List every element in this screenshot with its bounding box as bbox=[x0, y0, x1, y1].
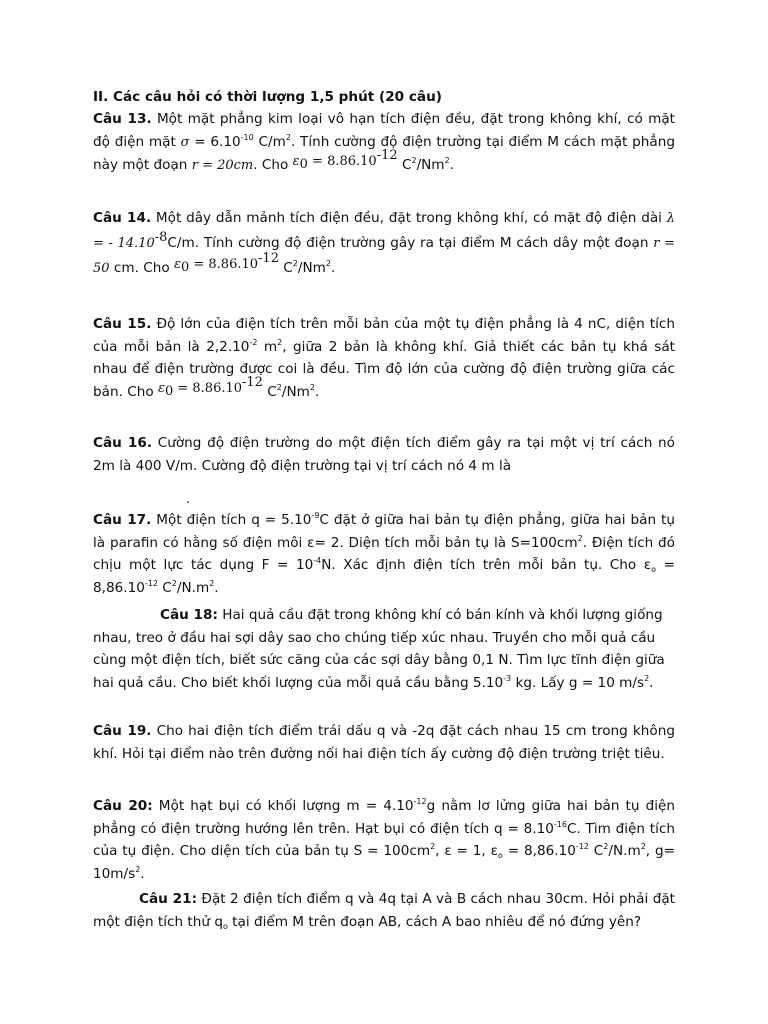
q17-text-4: N. Xác định điện tích trên mỗi bản tụ. Cho ε bbox=[321, 557, 652, 573]
q15-exp-1: -2 bbox=[249, 337, 258, 347]
q13-text-7: /Nm bbox=[416, 157, 445, 173]
q20-exp-2: -16 bbox=[553, 819, 567, 829]
q20-text-5: = 8,86.10 bbox=[502, 843, 576, 859]
q17-exp-6: 2 bbox=[209, 578, 215, 588]
q14-eps-val: = 8.86.10 bbox=[189, 257, 259, 272]
q20-sub-1: o bbox=[497, 851, 503, 860]
q20-text-4: , ε = 1, ε bbox=[435, 843, 498, 859]
q16-label: Câu 16. bbox=[93, 435, 153, 451]
q13-text-3: C/m bbox=[253, 133, 286, 150]
q20-exp-1: -12 bbox=[413, 797, 427, 806]
q13-eps-exp: -12 bbox=[376, 148, 398, 163]
q21-text-2: tại điểm M trên đoạn AB, cách A bao nhiêu để nó đứng yên? bbox=[227, 913, 642, 930]
q15-text-1: Độ lớn của điện tích trên mỗi bản của một tụ điện phẳng là 4 nC, diện tích của mỗi bản là 2,2.10 bbox=[93, 316, 675, 355]
q13-eps: ε bbox=[292, 154, 300, 169]
q17-text-7: /N.m bbox=[176, 579, 210, 596]
q20-text-2: g nằm lơ lửng giữa hai bản tụ điện phẳng có điện trường hướng lên trên. Hạt bụi có điện tích q = 8.10 bbox=[93, 798, 675, 837]
q17-label: Câu 17. bbox=[93, 512, 152, 528]
question-21 bbox=[93, 888, 675, 933]
q13-eps-sub: 0 bbox=[299, 157, 308, 172]
q15-text-3: , giữa 2 bản là không khí. Giả thiết các bản tụ khá sát nhau để điện trường được coi là đều. Tìm độ lớn của cường độ điện trường giữa các bản. Cho bbox=[93, 338, 675, 400]
q14-exp-2: 2 bbox=[325, 259, 331, 268]
q14-label: Câu 14. bbox=[93, 210, 152, 226]
q20-text-1: Một hạt bụi có khối lượng m = 4.10 bbox=[152, 798, 414, 814]
q18-exp-2: 2 bbox=[644, 673, 650, 683]
q15-epsilon-formula bbox=[157, 374, 263, 401]
q18-text-3: . bbox=[649, 674, 654, 691]
q20-label: Câu 20: bbox=[93, 798, 153, 814]
q13-sigma: σ bbox=[180, 134, 190, 150]
q15-text-2: m bbox=[257, 338, 278, 355]
q14-lambda-formula: λ = - 14.10 bbox=[93, 211, 675, 251]
q20-text-8: , g= 10m/s bbox=[93, 843, 675, 882]
q15-label: Câu 15. bbox=[93, 316, 152, 332]
q13-text-8: . bbox=[449, 157, 454, 173]
q17-text-6: C bbox=[157, 579, 172, 596]
q13-label: Câu 13. bbox=[93, 111, 152, 127]
q14-eps-exp: -12 bbox=[258, 251, 279, 266]
q13-text-2: = 6.10 bbox=[189, 133, 241, 150]
q18-text-2: kg. Lấy g = 10 m/s bbox=[511, 674, 645, 691]
q21-label: Câu 21: bbox=[139, 891, 198, 907]
q14-lambda-exp: -8 bbox=[154, 230, 168, 245]
q14-eps: ε bbox=[173, 257, 181, 272]
q15-exp-2: 2 bbox=[277, 337, 283, 347]
question-13 bbox=[93, 108, 675, 178]
q20-exp-6: 2 bbox=[640, 842, 646, 851]
q14-text-1: Một dây dẫn mảnh tích điện đều, đặt trong không khí, có mặt độ điện dài bbox=[151, 210, 667, 226]
q20-exp-5: 2 bbox=[603, 842, 609, 851]
q18-exp-1: -3 bbox=[503, 673, 512, 683]
q15-eps-sub: 0 bbox=[164, 383, 174, 399]
q14-epsilon-formula bbox=[174, 252, 279, 277]
q17-sub-1: o bbox=[651, 565, 657, 574]
section-heading bbox=[93, 86, 675, 109]
q13-exp-3: 2 bbox=[411, 156, 417, 165]
question-19 bbox=[93, 720, 675, 765]
q17-text-5: = 8,86.10 bbox=[93, 557, 675, 596]
q14-text-3: cm. Cho bbox=[109, 260, 174, 276]
q20-text-7: /N.m bbox=[608, 843, 641, 859]
q13-eps-val: = 8.86.10 bbox=[307, 154, 377, 169]
q20-exp-4: -12 bbox=[575, 842, 589, 851]
q14-text-4: C bbox=[278, 260, 293, 276]
q17-text-1: Một điện tích q = 5.10 bbox=[151, 512, 312, 528]
q17-text-3: . Điện tích đó chịu một lực tác dụng F = 10 bbox=[93, 534, 675, 573]
q14-r-formula: r = 50 bbox=[93, 236, 675, 276]
q17-text-8: . bbox=[214, 579, 219, 596]
q15-exp-4: 2 bbox=[309, 382, 315, 392]
question-14 bbox=[93, 206, 675, 281]
q13-exp-4: 2 bbox=[444, 156, 450, 165]
q13-text-4: . Tính cường độ điện trường tại điểm M cách mặt phẳng này một đoạn bbox=[93, 133, 675, 173]
q19-text-1: Cho hai điện tích điểm trái dấu q và -2q đặt cách nhau 15 cm trong không khí. Hỏi tại điểm nào trên đường nối hai điện tích ấy cường độ điện trường triệt tiêu. bbox=[93, 723, 675, 762]
q20-exp-7: 2 bbox=[135, 864, 141, 874]
question-16 bbox=[93, 432, 675, 477]
q14-text-6: . bbox=[330, 260, 336, 276]
q20-text-6: C bbox=[588, 843, 604, 859]
q13-text-5: . Cho bbox=[253, 157, 293, 173]
stray-dot: . bbox=[186, 492, 191, 507]
q21-sub-1: o bbox=[222, 921, 228, 931]
q13-exp-1: -10 bbox=[240, 132, 254, 142]
q15-text-5: /Nm bbox=[281, 383, 310, 400]
q20-text-9: . bbox=[140, 865, 145, 882]
q17-exp-3: -4 bbox=[313, 556, 322, 565]
question-18 bbox=[93, 604, 671, 694]
q16-text-1: Cường độ điện trường do một điện tích điểm gây ra tại một vị trí cách nó 2m là 400 V/m. Cường độ điện trường tại vị trí cách nó 4 m là bbox=[93, 435, 675, 474]
q17-exp-5: 2 bbox=[171, 578, 177, 588]
q13-epsilon-formula bbox=[293, 150, 398, 174]
q17-exp-1: -9 bbox=[311, 511, 320, 520]
q15-eps: ε bbox=[157, 380, 165, 396]
q18-text-1: Hai quả cầu đặt trong không khí có bán kính và khối lượng giống nhau, treo ở đầu hai sợi dây sao cho chúng tiếp xúc nhau. Truyền cho mỗi quả cầu cùng một điện tích, biết sức căng của các sợi dây bằng 0,1 N. Tìm lực tĩnh điện giữa hai quả cầu. Cho biết khối lượng của mỗi quả cầu bằng 5.10 bbox=[93, 607, 665, 691]
q20-exp-3: 2 bbox=[430, 842, 436, 851]
q17-exp-4: -12 bbox=[144, 578, 158, 588]
question-20 bbox=[93, 795, 675, 885]
question-15 bbox=[93, 313, 675, 404]
q14-text-2: C/m. Tính cường độ điện trường gây ra tại điểm M cách dây một đoạn bbox=[167, 235, 654, 251]
q17-text-2: C đặt ở giữa hai bản tụ điện phẳng, giữa hai bản tụ là parafin có hằng số điện môi ε= 2. Diện tích mỗi bản tụ là S=100cm bbox=[93, 512, 675, 551]
q14-eps-sub: 0 bbox=[180, 260, 190, 275]
q15-eps-exp: -12 bbox=[242, 374, 263, 390]
q13-text-6: C bbox=[397, 157, 412, 173]
q20-text-3: C. Tìm điện tích của tụ điện. Cho diện tích của bản tụ S = 100cm bbox=[93, 820, 675, 859]
q13-text-1: Một mặt phẳng kim loại vô hạn tích điện đều, đặt trong không khí, có mặt độ điện mặt bbox=[93, 111, 675, 150]
q15-exp-3: 2 bbox=[276, 382, 282, 392]
q13-exp-2: 2 bbox=[285, 132, 291, 142]
q14-text-5: /Nm bbox=[297, 260, 326, 276]
q21-text-1: Đặt 2 điện tích điểm q và 4q tại A và B cách nhau 30cm. Hỏi phải đặt một điện tích thử q bbox=[93, 891, 675, 930]
q14-exp-1: 2 bbox=[292, 259, 298, 268]
q13-r-formula: r = 20cm bbox=[191, 158, 254, 173]
q15-eps-val: = 8.86.10 bbox=[173, 380, 243, 396]
question-17 bbox=[93, 509, 675, 599]
q19-label: Câu 19. bbox=[93, 723, 152, 739]
q15-text-6: . bbox=[314, 383, 320, 400]
q18-label: Câu 18: bbox=[160, 607, 218, 623]
heading-text: II. Các câu hỏi có thời lượng 1,5 phút (20 câu) bbox=[93, 89, 442, 105]
q15-text-4: C bbox=[262, 383, 277, 400]
q17-exp-2: 2 bbox=[577, 533, 583, 543]
